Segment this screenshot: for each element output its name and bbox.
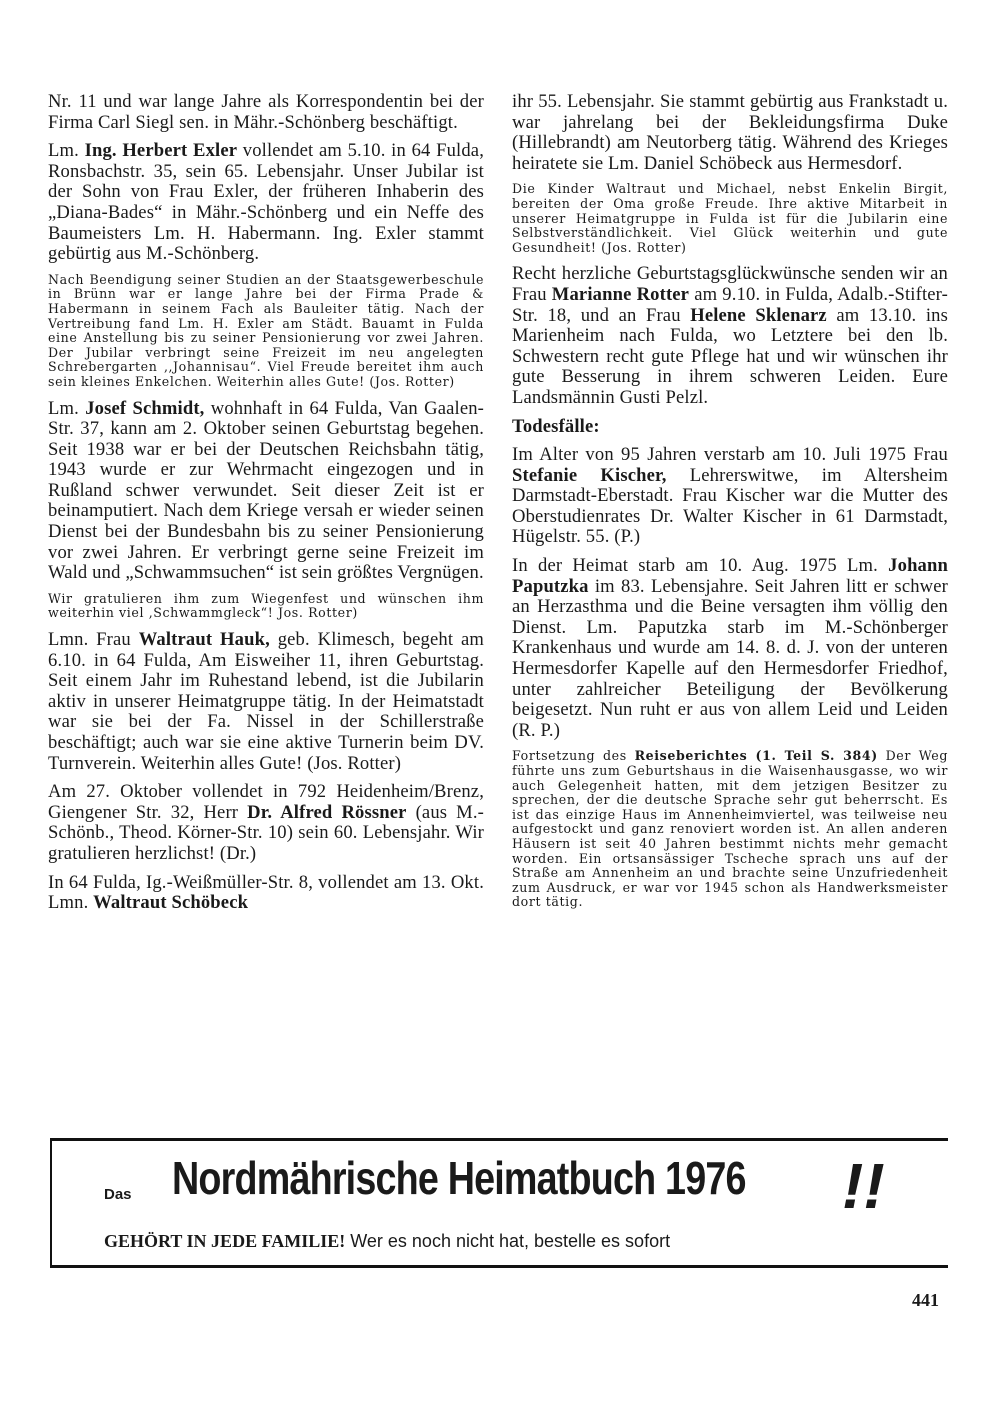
paragraph-text: am 13.10. ins Marienheim nach Fulda, wo Letztere bei den lb. Schwestern recht gute Pflege hat und wir wünschen ihr gute Besserung in ihrem schweren Leiden. Eure Landsmännin Gusti Pelzl. (512, 304, 949, 408)
paragraph-text: im 83. Lebensjahre. Seit Jahren litt er schwer an Herzasthma und die Beine versagten ihm völlig den Dienst. Lm. Paputzka starb im M.-Schönberger Krankenhaus und wurde am 14. 8. d. J. von der unteren Hermesdorfer Kapelle auf den Hermesdorfer Friedhof, unter zahlreicher Beteiligung der Bevölkerung beigesetzt. Nun ruht er aus von allem Leid und Leiden (R. P.) (512, 575, 948, 741)
article-paragraph (48, 141, 484, 265)
paragraph-text: Im Alter von 95 Jahren verstarb am 10. Juli 1975 Frau (512, 444, 948, 466)
left-column (48, 92, 484, 922)
article-paragraph (512, 445, 948, 548)
paragraph-text: Lm. (48, 140, 85, 162)
article-paragraph (512, 264, 948, 408)
article-paragraph (512, 182, 948, 255)
paragraph-text: In 64 Fulda, Ig.-Weißmüller-Str. 8, vollendet am 13. Okt. Lmn. (48, 871, 484, 914)
paragraph-text: Lmn. Frau (48, 629, 139, 651)
article-paragraph (48, 273, 484, 390)
article-paragraph (48, 592, 484, 621)
paragraph-text: Fortsetzung des (512, 748, 635, 764)
ad-slogan-rest: Wer es noch nicht hat, bestelle es sofort (345, 1231, 671, 1251)
paragraph-text: Am 27. Oktober vollendet in 792 Heidenheim/Brenz, Giengener Str. 32, Herr (48, 781, 484, 823)
name-highlight: Dr. Alfred Rössner (247, 801, 407, 823)
article-paragraph (512, 92, 948, 174)
name-highlight: Ing. Herbert Exler (84, 140, 238, 162)
paragraph-text: am 9.10. in Fulda, Adalb.-Stifter-Str. 18, und an Frau (512, 283, 948, 326)
paragraph-text: Todesfälle: (512, 415, 600, 437)
page-number: 441 (912, 1290, 939, 1310)
paragraph-text: (aus M.-Schönb., Theod. Körner-Str. 10) sein 60. Lebensjahr. Wir gratulieren herzlichst! (Dr.) (48, 801, 484, 864)
ad-slogan-bold: GEHÖRT IN JEDE FAMILIE! (104, 1231, 346, 1251)
paragraph-text: vollendet am 5.10. in 64 Fulda, Ronsbachstr. 35, sein 65. Lebensjahr. Unser Jubilar ist der Sohn von Frau Exler, der früheren Inhaberin des „Diana-Bades“ in Mähr.-Schönberg und ein Neffe des Baumeisters Lm. H. Habermann. Ing. Exler stammt gebürtig aus M.-Schönberg. (48, 140, 485, 265)
paragraph-text: Lehrerswitwe, im Altersheim Darmstadt-Eberstadt. Frau Kischer war die Mutter des Oberstudienrates Dr. Walter Kischer in 61 Darmstadt, Hügelstr. 55. (P.) (512, 464, 948, 548)
article-paragraph (512, 556, 948, 741)
name-highlight: Johann Paputzka (512, 555, 948, 597)
paragraph-text: ihr 55. Lebensjahr. Sie stammt gebürtig aus Frankstadt u. war jahrelang bei der Bekleidungsfirma Duke (Hillebrandt) am Neutorberg tätig. Während des Krieges heiratete sie Lm. Daniel Schöbeck aus Hermesdorf. (512, 91, 948, 174)
right-column (512, 92, 948, 919)
name-highlight: Marianne Rotter (551, 283, 690, 305)
name-highlight: Reiseberichtes (1. Teil S. 384) (634, 748, 878, 764)
paragraph-text: Wir gratulieren ihm zum Wiegenfest und wünschen ihm weiterhin viel ‚Schwammgleck“! Jos. Rotter) (48, 590, 484, 621)
paragraph-text: Recht herzliche Geburtstagsglückwünsche senden wir an Frau (512, 263, 948, 305)
paragraph-text: Nr. 11 und war lange Jahre als Korrespondentin bei der Firma Carl Siegl sen. in Mähr.-Schönberg beschäftigt. (48, 91, 484, 133)
paragraph-text: wohnhaft in 64 Fulda, Van Gaalen-Str. 37, kann am 2. Oktober seinen Geburtstag begehen. Seit 1938 war er bei der Deutschen Reichsbahn tätig, 1943 wurde er zur Wehrmacht eingezogen und in Rußland schwer verwundet. Seit dieser Zeit ist er beinamputiert. Nach dem Kriege versah er wieder seinen Dienst bei der Bundesbahn bis zu seiner Pensionierung vor zwei Jahren. Er verbringt gerne seine Freizeit im Wald und „Schwammsuchen“ ist sein größtes Vergnügen. (48, 397, 485, 584)
article-paragraph (48, 92, 484, 133)
ad-slogan (104, 1231, 670, 1252)
article-paragraph (512, 749, 948, 910)
paragraph-text: Die Kinder Waltraut und Michael, nebst Enkelin Birgit, bereiten der Oma große Freude. Ihre aktive Mitarbeit in unserer Heimatgruppe in Fulda ist für die Jubilarin eine Selbstverständlichkeit. Viel Glück weiterhin und gute Gesundheit! (Jos. Rotter) (512, 181, 948, 255)
paragraph-text: Lm. (48, 397, 86, 419)
ad-exclamation: !! (842, 1150, 885, 1222)
article-paragraph (48, 399, 484, 584)
name-highlight: Waltraut Schöbeck (93, 892, 249, 914)
name-highlight: Helene Sklenarz (690, 304, 827, 326)
name-highlight: Waltraut Hauk, (138, 629, 270, 651)
ad-title: Nordmährische Heimatbuch 1976 (172, 1152, 746, 1204)
paragraph-text: In der Heimat starb am 10. Aug. 1975 Lm. (512, 555, 889, 577)
section-heading (512, 417, 948, 438)
name-highlight: Stefanie Kischer, (512, 464, 667, 486)
paragraph-text: Nach Beendigung seiner Studien an der Staatsgewerbeschule in Brünn war er lange Jahre bei der Firma Prade & Habermann in seinem Fach als Bauleiter tätig. Nach der Vertreibung fand Lm. H. Exler am Städt. Bauamt in Fulda eine Anstellung bis zu seiner Pensionierung vor zwei Jahren. Der Jubilar verbringt seine Freizeit im neu angelegten Schrebergarten ‚‚Johannisau“. Viel Freude bereitet ihm auch sein kleines Enkelchen. Weiterhin alles Gute! (Jos. Rotter) (48, 271, 484, 389)
paragraph-text: geb. Klimesch, begeht am 6.10. in 64 Fulda, Am Eisweiher 11, ihren Geburtstag. Seit einem Jahr im Ruhestand lebend, ist die Jubilarin aktiv in unserer Heimatgruppe tätig. In der Heimatstadt war sie bei der Fa. Nissel in der Schillerstraße beschäftigt; auch war sie eine aktive Turnerin beim DV. Turnverein. Weiterhin alles Gute! (Jos. Rotter) (48, 629, 484, 774)
heimatbuch-advertisement (50, 1138, 948, 1268)
article-paragraph (48, 873, 484, 914)
article-paragraph (48, 782, 484, 864)
paragraph-text: Der Weg führte uns zum Geburtshaus in die Waisenhausgasse, wo wir auch Gelegenheit hatten, mit dem jetzigen Besitzer zu sprechen, der die deutsche Sprache sehr gut beherrscht. Es ist das einzige Haus im Annenheimviertel, was teilweise neu aufgestockt und ganz renoviert worden ist. An allen anderen Häusern ist seit 40 Jahren bestimmt nichts mehr gemacht worden. Ein ortsansässiger Tscheche sprach uns auf der Straße am Annenheim an und brachte seine Unzufriedenheit zum Ausdruck, er war vor 1945 schon als Handwerksmeister dort tätig. (512, 748, 948, 910)
article-paragraph (48, 630, 484, 774)
name-highlight: Josef Schmidt, (85, 397, 205, 419)
ad-prefix: Das (104, 1186, 132, 1203)
